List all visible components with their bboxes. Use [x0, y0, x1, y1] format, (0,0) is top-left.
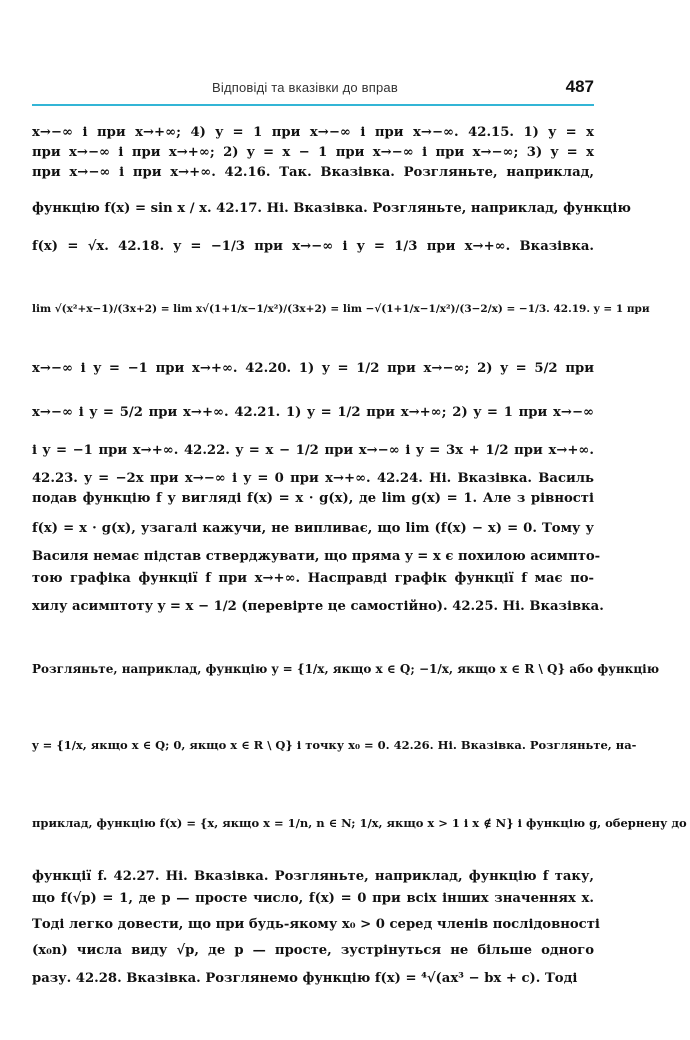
page-number: 487 [565, 77, 594, 96]
text-line: f(x) = √x. 42.18. y = −1/3 при x→−∞ і y = 1/3 при x→+∞. Вказівка. [32, 239, 594, 254]
text-line: lim √(x²+x−1)/(3x+2) = lim x√(1+1/x−1/x²)/(3x+2) = lim −√(1+1/x−1/x²)/(3−2/x) = −1/3. 42.19. y = 1 при [32, 303, 650, 315]
text-line: при x→−∞ і при x→+∞. 42.16. Так. Вказівка. Розгляньте, наприклад, [32, 165, 594, 180]
text-line: y = {1/x, якщо x ∈ Q; 0, якщо x ∈ R \ Q} і точку x₀ = 0. 42.26. Ні. Вказівка. Розгляньте, на- [32, 738, 637, 752]
text-line: x→−∞ і y = 5/2 при x→+∞. 42.21. 1) y = 1/2 при x→+∞; 2) y = 1 при x→−∞ [32, 405, 594, 420]
text-line: Василя немає підстав стверджувати, що пряма y = x є похилою асимпто- [32, 549, 601, 564]
page-header [32, 77, 594, 102]
text-line: що f(√p) = 1, де p — просте число, f(x) = 0 при всіх інших значеннях x. [32, 891, 594, 906]
text-line: f(x) = x · g(x), узагалі кажучи, не випливає, що lim (f(x) − x) = 0. Тому у [32, 521, 594, 536]
text-line: функції f. 42.27. Ні. Вказівка. Розгляньте, наприклад, функцію f таку, [32, 869, 594, 884]
running-title: Відповіді та вказівки до вправ [212, 80, 398, 95]
text-line: хилу асимптоту y = x − 1/2 (перевірте це самостійно). 42.25. Ні. Вказівка. [32, 599, 604, 614]
text-line: (x₀n) числа виду √p, де p — просте, зустрінуться не більше одного [32, 943, 594, 958]
text-line: разу. 42.28. Вказівка. Розглянемо функцію f(x) = ⁴√(ax³ − bx + c). Тоді [32, 971, 578, 986]
text-line: тою графіка функції f при x→+∞. Насправді графік функції f має по- [32, 571, 594, 586]
header-rule [32, 104, 594, 106]
text-line: функцію f(x) = sin x / x. 42.17. Ні. Вказівка. Розгляньте, наприклад, функцію [32, 201, 631, 216]
text-line: 42.23. y = −2x при x→−∞ і y = 0 при x→+∞. 42.24. Ні. Вказівка. Василь [32, 471, 594, 486]
text-line: приклад, функцію f(x) = {x, якщо x = 1/n, n ∈ N; 1/x, якщо x > 1 і x ∉ N} і функцію g, обернену до [32, 816, 687, 830]
text-line: і y = −1 при x→+∞. 42.22. y = x − 1/2 при x→−∞ і y = 3x + 1/2 при x→+∞. [32, 443, 594, 458]
text-line: при x→−∞ і при x→+∞; 2) y = x − 1 при x→−∞ і при x→−∞; 3) y = x [32, 145, 594, 160]
text-line: x→−∞ і y = −1 при x→+∞. 42.20. 1) y = 1/2 при x→−∞; 2) y = 5/2 при [32, 361, 594, 376]
text-line: подав функцію f у вигляді f(x) = x · g(x), де lim g(x) = 1. Але з рівності [32, 491, 594, 506]
text-line: Розгляньте, наприклад, функцію y = {1/x, якщо x ∈ Q; −1/x, якщо x ∈ R \ Q} або функцію [32, 662, 660, 676]
text-line: x→−∞ і при x→+∞; 4) y = 1 при x→−∞ і при x→−∞. 42.15. 1) y = x [32, 125, 594, 140]
text-line: Тоді легко довести, що при будь-якому x₀ > 0 серед членів послідовності [32, 917, 600, 932]
